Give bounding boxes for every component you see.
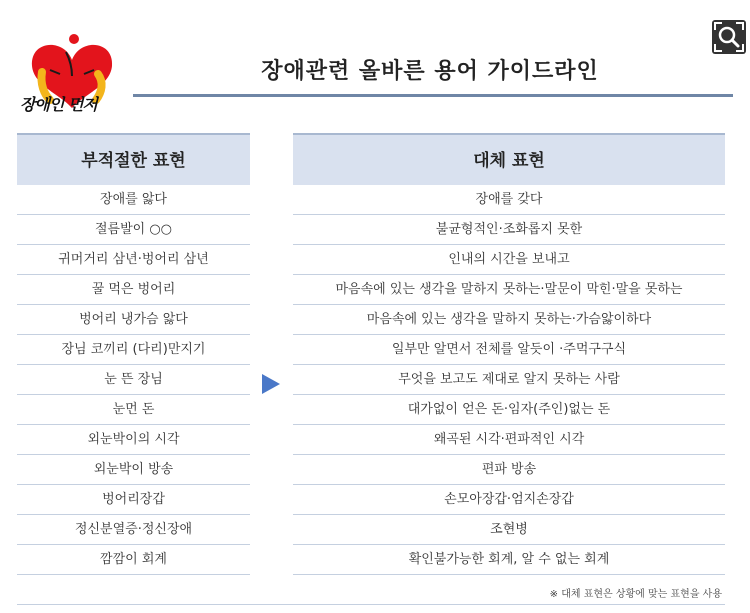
alternative-row: 마음속에 있는 생각을 말하지 못하는·가슴앓이하다 xyxy=(293,305,725,335)
alternative-row: 조현병 xyxy=(293,515,725,545)
alternative-row: 대가없이 얻은 돈·임자(주인)없는 돈 xyxy=(293,395,725,425)
alternative-row: 마음속에 있는 생각을 말하지 못하는·말문이 막힌·말을 못하는 xyxy=(293,275,725,305)
inappropriate-row: 벙어리 냉가슴 앓다 xyxy=(17,305,250,335)
alternative-row: 인내의 시간을 보내고 xyxy=(293,245,725,275)
alternative-row: 장애를 갖다 xyxy=(293,185,725,215)
alternative-column xyxy=(293,133,725,575)
inappropriate-row: 장애를 앓다 xyxy=(17,185,250,215)
magnifier-icon xyxy=(712,20,746,54)
inappropriate-row: 눈 뜬 장님 xyxy=(17,365,250,395)
alternative-row: 편파 방송 xyxy=(293,455,725,485)
inappropriate-row: 외눈박이의 시각 xyxy=(17,425,250,455)
inappropriate-row: 꿀 먹은 벙어리 xyxy=(17,275,250,305)
inappropriate-row: 정신분열증·정신장애 xyxy=(17,515,250,545)
inappropriate-row: 외눈박이 방송 xyxy=(17,455,250,485)
logo-text: 장애인 먼저 xyxy=(20,95,97,114)
inappropriate-row: 깜깜이 회계 xyxy=(17,545,250,575)
inappropriate-row: 벙어리장갑 xyxy=(17,485,250,515)
page-title: 장애관련 올바른 용어 가이드라인 xyxy=(261,59,599,84)
triangle-right-icon xyxy=(262,374,280,394)
zoom-button[interactable] xyxy=(712,20,746,54)
alternative-row: 일부만 알면서 전체를 알듯이 ·주먹구구식 xyxy=(293,335,725,365)
inappropriate-header: 부적절한 표현 xyxy=(17,133,250,185)
title-divider xyxy=(133,94,733,97)
alternative-row: 손모아장갑·엄지손장갑 xyxy=(293,485,725,515)
inappropriate-row: 귀머거리 삼년·벙어리 삼년 xyxy=(17,245,250,275)
footnote: ※ 대체 표현은 상황에 맞는 표현을 사용 xyxy=(549,589,722,600)
inappropriate-column xyxy=(17,133,250,575)
alternative-row: 왜곡된 시각·편파적인 시각 xyxy=(293,425,725,455)
bottom-divider xyxy=(17,604,725,605)
inappropriate-row: 눈먼 돈 xyxy=(17,395,250,425)
inappropriate-row: 절름발이 ○○ xyxy=(17,215,250,245)
alternative-header: 대체 표현 xyxy=(293,133,725,185)
alternative-row: 무엇을 보고도 제대로 알지 못하는 사람 xyxy=(293,365,725,395)
alternative-row: 확인불가능한 회계, 알 수 없는 회계 xyxy=(293,545,725,575)
inappropriate-row: 장님 코끼리 (다리)만지기 xyxy=(17,335,250,365)
alternative-row: 불균형적인·조화롭지 못한 xyxy=(293,215,725,245)
